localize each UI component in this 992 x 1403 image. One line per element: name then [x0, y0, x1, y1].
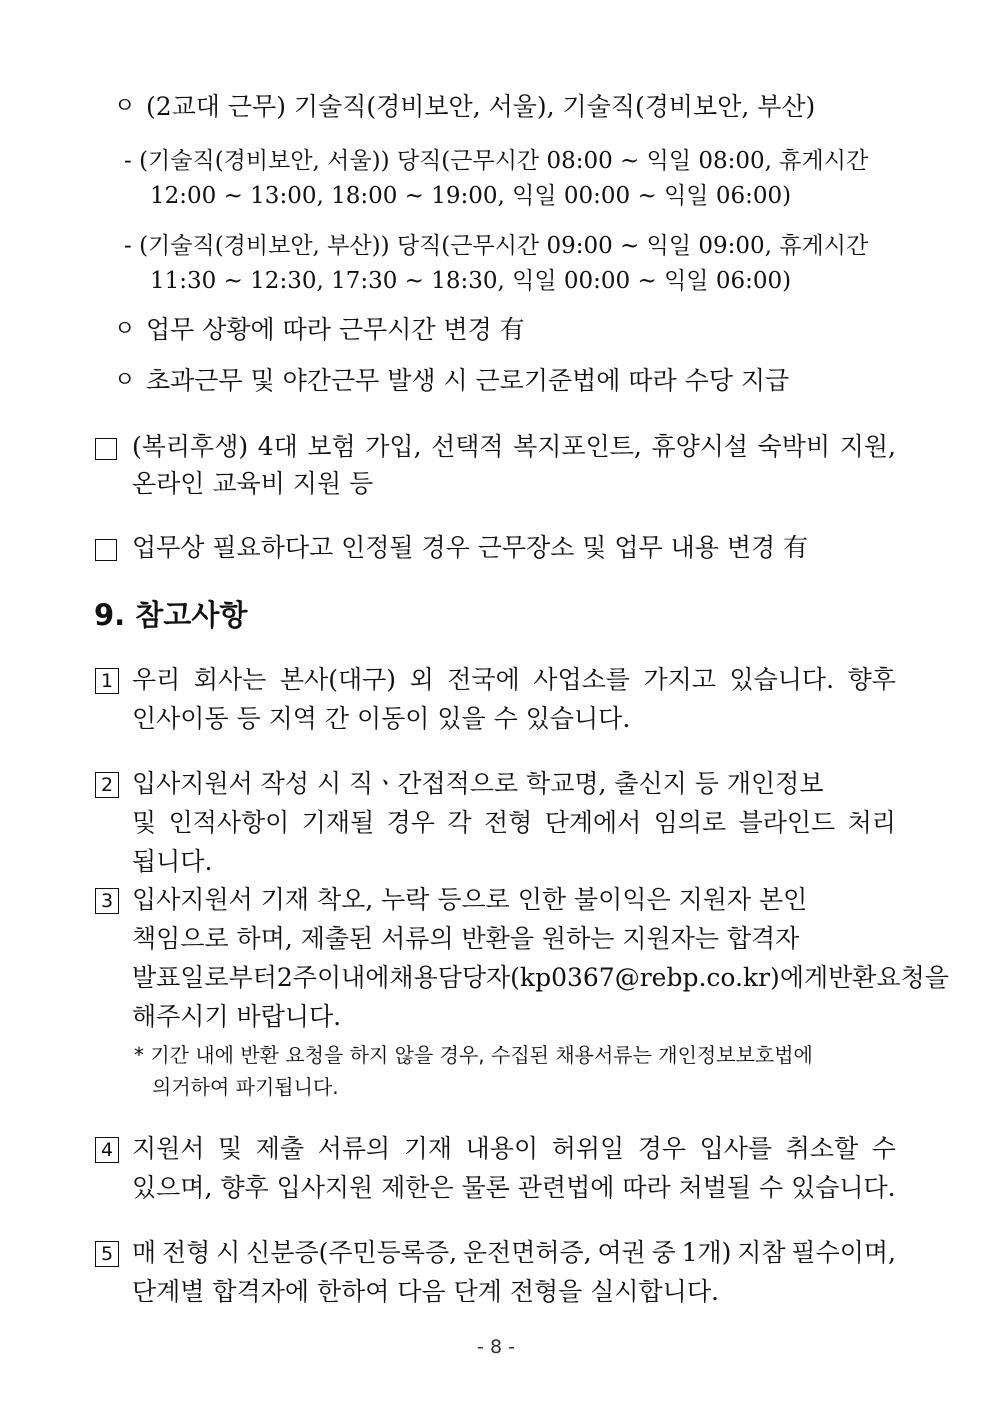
item-3-note-line-2: 의거하여 파기됩니다.	[152, 1075, 339, 1099]
item-number-box: 5	[95, 1241, 119, 1267]
item-2-line-2: 및 인적사항이 기재될 경우 각 전형 단계에서 임의로 블라인드 처리	[132, 808, 896, 837]
item-3-line-3: 발표일로부터 2주 이내에 채용담당자(kp0367@rebp.co.kr)에게 반환 요청을	[132, 963, 949, 992]
section-title: 9. 참고사항	[94, 598, 248, 632]
busan-shift-line-2: 11:30 ~ 12:30, 17:30 ~ 18:30, 익일 00:00 ~ 익일 06:00)	[150, 268, 792, 294]
item-3-line-2: 책임으로 하며, 제출된 서류의 반환을 원하는 지원자는 합격자	[132, 924, 800, 953]
change-notice: 업무상 필요하다고 인정될 경우 근무장소 및 업무 내용 변경 有	[132, 533, 809, 562]
circle-bullet: ㅇ	[114, 317, 136, 342]
item-number-box: 1	[95, 668, 119, 694]
hours-change-item: 업무 상황에 따라 근무시간 변경 有	[146, 315, 525, 344]
item-number-box: 3	[95, 888, 119, 914]
item-3-line-4: 해주시기 바랍니다.	[132, 1002, 342, 1031]
overtime-item: 초과근무 및 야간근무 발생 시 근로기준법에 따라 수당 지급	[146, 366, 790, 395]
item-4-line-1: 지원서 및 제출 서류의 기재 내용이 허위일 경우 입사를 취소할 수	[132, 1134, 896, 1163]
item-4-line-2: 있으며, 향후 입사지원 제한은 물론 관련법에 따라 처벌될 수 있습니다.	[132, 1173, 896, 1202]
item-number-box: 2	[95, 772, 119, 798]
item-3-note-line-1: * 기간 내에 반환 요청을 하지 않을 경우, 수집된 채용서류는 개인정보보호법에	[134, 1043, 813, 1067]
square-bullet-icon	[95, 438, 117, 460]
page-number: - 8 -	[477, 1336, 515, 1358]
seoul-shift-line-2: 12:00 ~ 13:00, 18:00 ~ 19:00, 익일 00:00 ~ 익일 06:00)	[150, 183, 792, 209]
item-1-line-2: 인사이동 등 지역 간 이동이 있을 수 있습니다.	[132, 704, 631, 733]
welfare-line-2: 온라인 교육비 지원 등	[132, 469, 374, 498]
circle-bullet: ㅇ	[114, 368, 136, 393]
busan-shift-line-1: - (기술직(경비보안, 부산)) 당직(근무시간 09:00 ~ 익일 09:00, 휴게시간	[124, 233, 869, 259]
item-3-line-1: 입사지원서 기재 착오, 누락 등으로 인한 불이익은 지원자 본인	[132, 885, 808, 914]
circle-bullet: ㅇ	[114, 94, 136, 119]
item-number-box: 4	[95, 1137, 119, 1163]
item-1-line-1: 우리 회사는 본사(대구) 외 전국에 사업소를 가지고 있습니다. 향후	[132, 665, 896, 694]
seoul-shift-line-1: - (기술직(경비보안, 서울)) 당직(근무시간 08:00 ~ 익일 08:00, 휴게시간	[124, 148, 869, 174]
square-bullet-icon	[95, 539, 117, 561]
item-5-line-2: 단계별 합격자에 한하여 다음 단계 전형을 실시합니다.	[132, 1277, 719, 1306]
item-2-line-1: 입사지원서 작성 시 직ㆍ간접적으로 학교명, 출신지 등 개인정보	[132, 769, 824, 798]
welfare-line-1: (복리후생) 4대 보험 가입, 선택적 복지포인트, 휴양시설 숙박비 지원,	[132, 432, 896, 461]
item-5-line-1: 매 전형 시 신분증(주민등록증, 운전면허증, 여권 중 1개) 지참 필수이며,	[132, 1238, 896, 1267]
item-2-line-3: 됩니다.	[132, 847, 213, 876]
shift-item: (2교대 근무) 기술직(경비보안, 서울), 기술직(경비보안, 부산)	[146, 92, 816, 121]
